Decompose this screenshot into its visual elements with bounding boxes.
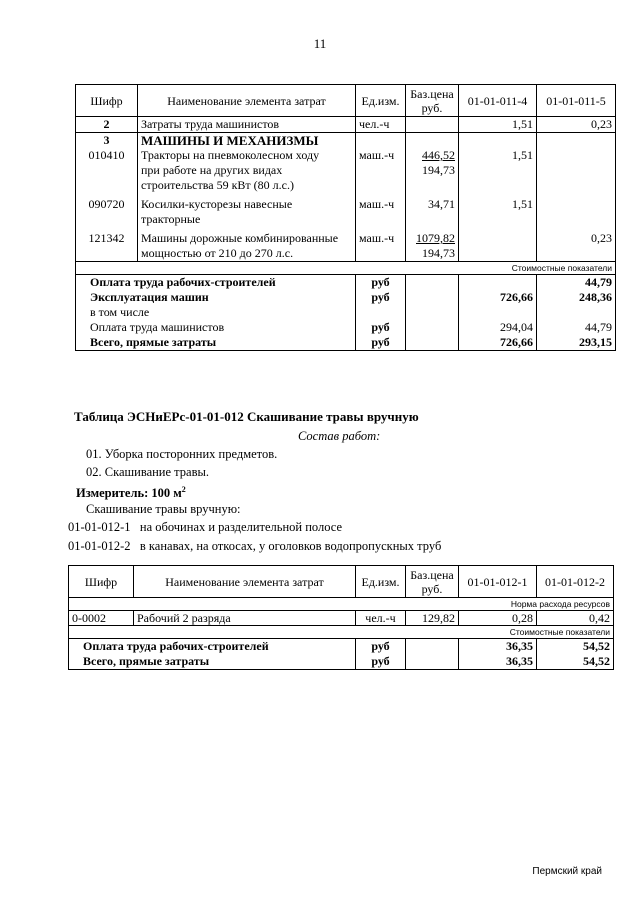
meter-label: Измеритель: 100 $м^2$: [76, 485, 186, 501]
header-col-1: 01-01-011-4: [459, 85, 537, 117]
header-price: Баз.цена руб.: [406, 566, 459, 598]
section-intro: Скашивание травы вручную:: [86, 502, 241, 516]
header-code: Шифр: [69, 566, 134, 598]
table-row: 0-0002 Рабочий 2 разряда чел.-ч 129,82 0,28 0,42: [69, 611, 614, 626]
header-unit: Ед.изм.: [356, 85, 406, 117]
table-row: 2 Затраты труда машинистов чел.-ч 1,51 0,23: [76, 117, 616, 133]
cost-row: Всего, прямые затраты руб 726,66 293,15: [76, 335, 616, 351]
header-col-1: 01-01-012-1: [459, 566, 537, 598]
cost-row: Оплата труда рабочих-строителей руб 44,79: [76, 275, 616, 291]
cost-caption: Стоимостные показатели: [76, 262, 616, 275]
page-number: 11: [313, 36, 327, 51]
caption-row: [76, 262, 616, 275]
resource-table-1: [75, 84, 616, 351]
resource-table-2: [68, 565, 614, 670]
table-row: 121342 Машины дорожные комбинированные мощностью от 210 до 270 л.с. маш.-ч 1079,82 194,73 0,23: [76, 227, 616, 262]
header-col-2: 01-01-012-2: [537, 566, 614, 598]
header-name: Наименование элемента затрат: [134, 566, 356, 598]
work-item: 01. Уборка посторонних предметов.: [86, 447, 278, 461]
table-row: 3 МАШИНЫ И МЕХАНИЗМЫ: [76, 133, 616, 149]
work-item: 02. Скашивание травы.: [86, 465, 210, 479]
table-row: 010410 Тракторы на пневмоколесном ходу при работе на других видах строительства 59 кВт (80 л.с.) маш.-ч 446,52 194,73 1,51: [76, 148, 616, 193]
footer-region: Пермский край: [532, 866, 602, 877]
cost-caption: Стоимостные показатели: [69, 626, 614, 639]
table-row: 090720 Косилки-кусторезы навесные тракторные маш.-ч 34,71 1,51: [76, 193, 616, 227]
list-item: 01-01-012-2 в канавах, на откосах, у оголовков водопропускных труб: [68, 539, 442, 553]
header-name: Наименование элемента затрат: [138, 85, 356, 117]
header-col-2: 01-01-011-5: [537, 85, 616, 117]
caption-row: [69, 598, 614, 611]
list-item: 01-01-012-1 на обочинах и разделительной полосе: [68, 520, 343, 534]
cost-row: Всего, прямые затраты руб 36,35 54,52: [69, 654, 614, 670]
caption-row: [69, 626, 614, 639]
header-code: Шифр: [76, 85, 138, 117]
header-unit: Ед.изм.: [356, 566, 406, 598]
work-composition-label: Состав работ:: [298, 429, 381, 443]
section-title: Таблица ЭСНиЕРс-01-01-012 Скашивание травы вручную: [74, 409, 419, 424]
cost-row: в том числе: [76, 305, 616, 320]
cost-row: Оплата труда машинистов руб 294,04 44,79: [76, 320, 616, 335]
cost-row: Оплата труда рабочих-строителей руб 36,35 54,52: [69, 639, 614, 655]
table-header: [76, 85, 616, 117]
norm-caption: Норма расхода ресурсов: [69, 598, 614, 611]
header-price: Баз.цена руб.: [406, 85, 459, 117]
cost-row: Эксплуатация машин руб 726,66 248,36: [76, 290, 616, 305]
table-header: [69, 566, 614, 598]
